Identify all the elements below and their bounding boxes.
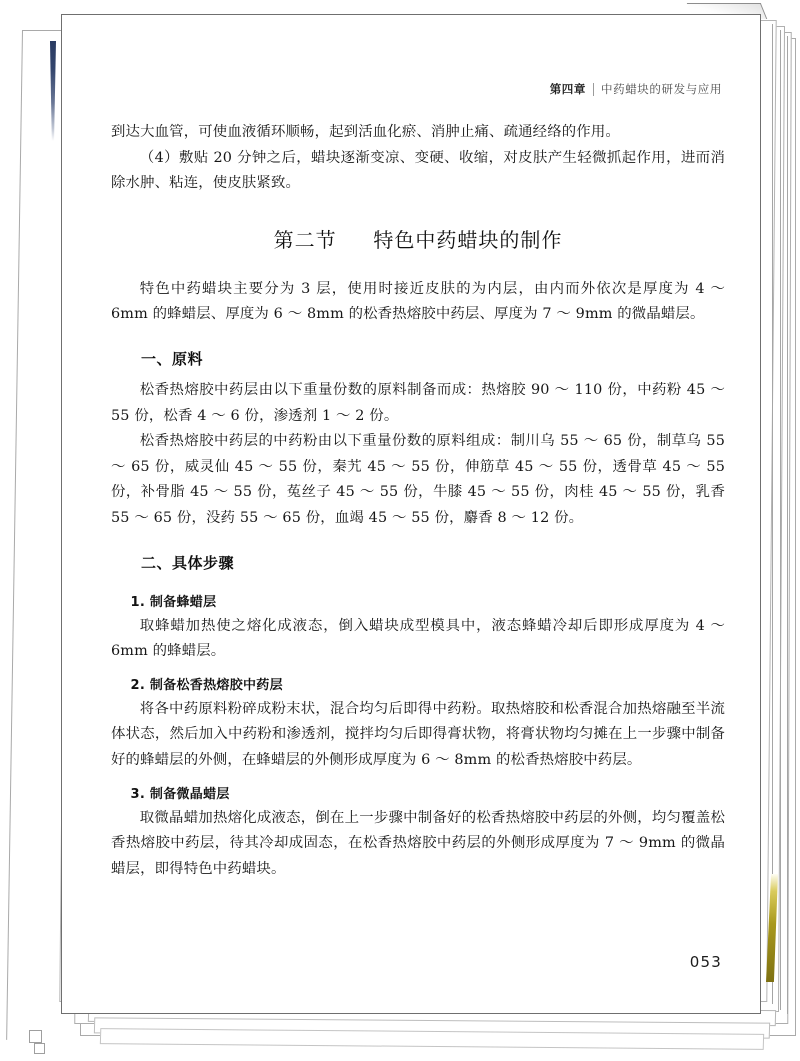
bottom-left-notch-2 — [34, 1043, 45, 1054]
step-1-paragraph: 取蜂蜡加热使之熔化成液态，倒入蜡块成型模具中，液态蜂蜡冷却后即形成厚度为 4 ～ 6mm 的蜂蜡层。 — [111, 617, 725, 660]
step-3-heading: 3. 制备微晶蜡层 — [130, 786, 230, 802]
section-name: 特色中药蜡块的制作 — [373, 227, 563, 252]
page-number: 053 — [689, 953, 722, 971]
book-page — [61, 14, 761, 1014]
step-3-paragraph: 取微晶蜡加热熔化成液态，倒在上一步骤中制备好的松香热熔胶中药层的外侧，均匀覆盖松香热熔胶中药层，待其冷却成固态，在松香热熔胶中药层的外侧形成厚度为 7 ～ 9mm 的微晶蜡层，即得特色中药蜡块。 — [111, 809, 725, 877]
page-content-area — [62, 15, 760, 1013]
running-head — [550, 81, 722, 97]
left-sheet-edge-line — [6, 30, 23, 1040]
running-head-title: 中药蜡块的研发与应用 — [601, 82, 722, 96]
blue-spine-accent — [49, 41, 56, 141]
bottom-left-notch-1 — [29, 1030, 42, 1043]
page-edge-line-1 — [772, 24, 773, 1004]
page-edge-line-2 — [780, 30, 781, 1010]
step-2-paragraph: 将各中药原料粉碎成粉末状，混合均匀后即得中药粉。取热熔胶和松香混合加热熔融至半流体状态，然后加入中药粉和渗透剂，搅拌均匀后即得膏状物，将膏状物均匀摊在上一步骤中制备好的蜂蜡层的外侧，在蜂蜡层的外侧形成厚度为 6 ～ 8mm 的松香热熔胶中药层。 — [111, 700, 725, 768]
materials-paragraph-2: 松香热熔胶中药层的中药粉由以下重量份数的原料组成：制川乌 55 ～ 65 份，制草乌 55 ～ 65 份，威灵仙 45 ～ 55 份，秦艽 45 ～ 55 份，伸筋草 45 ～ 55 份，透骨草 45 ～ 55 份，补骨脂 45 ～ 55 份，菟丝子 45 ～ 55 份，牛膝 45 ～ 55 份，肉桂 45 ～ 55 份，乳香 55 ～ 65 份，没药 55 ～ 65 份，血竭 45 ～ 55 份，麝香 8 ～ 12 份。 — [111, 433, 725, 526]
item-4-paragraph: （4）敷贴 20 分钟之后，蜡块逐渐变凉、变硬、收缩，对皮肤产生轻微抓起作用，进而消除水肿、粘连，使皮肤紧致。 — [111, 149, 725, 192]
page-edge-line-3 — [787, 36, 788, 1014]
body-column — [111, 120, 725, 882]
running-head-separator-icon — [593, 83, 594, 96]
intro-paragraph: 特色中药蜡块主要分为 3 层，使用时接近皮肤的为内层，由内而外依次是厚度为 4 ～ 6mm 的蜂蜡层、厚度为 6 ～ 8mm 的松香热熔胶中药层、厚度为 7 ～ 9mm 的微晶蜡层。 — [111, 280, 725, 323]
section-number: 第二节 — [273, 227, 337, 252]
carryover-paragraph: 到达大血管，可使血液循环顺畅，起到活血化瘀、消肿止痛、疏通经络的作用。 — [111, 124, 620, 140]
running-head-chapter: 第四章 — [549, 82, 586, 96]
step-2-heading: 2. 制备松香热熔胶中药层 — [130, 677, 283, 693]
step-1-heading: 1. 制备蜂蜡层 — [130, 594, 217, 610]
subsection-one-heading: 一、原料 — [141, 349, 204, 368]
subsection-two-heading: 二、具体步骤 — [141, 553, 235, 572]
materials-paragraph-1: 松香热熔胶中药层由以下重量份数的原料制备而成：热熔胶 90 ～ 110 份，中药粉 45 ～ 55 份，松香 4 ～ 6 份，渗透剂 1 ～ 2 份。 — [111, 381, 725, 424]
section-title — [111, 197, 725, 277]
